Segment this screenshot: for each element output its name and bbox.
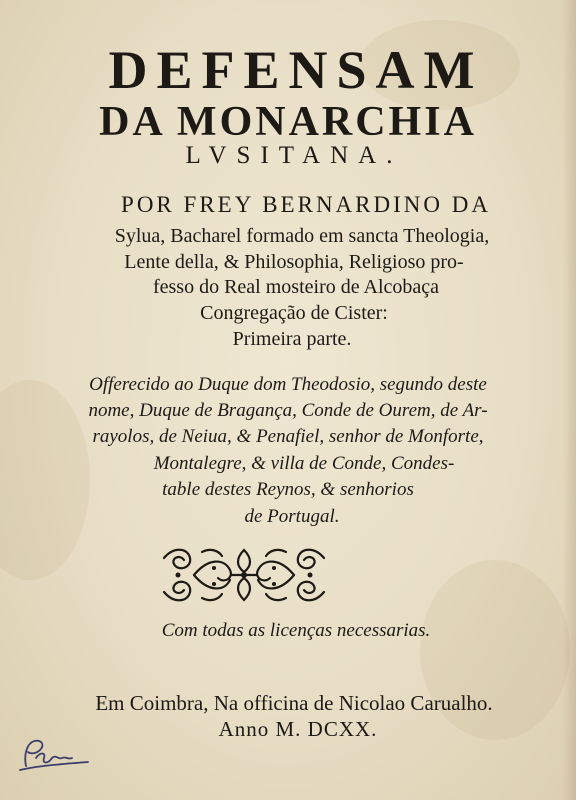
author-detail-line: fesso do Real mosteiro de Alcobaça bbox=[152, 276, 440, 298]
dedication-line: Montalegre, & villa de Conde, Condes- bbox=[153, 453, 455, 474]
dedication-line: Offerecido ao Duque dom Theodosio, segundo deste bbox=[89, 374, 487, 395]
dedication-line: nome, Duque de Bragança, Conde de Ourem, de Ar- bbox=[88, 400, 488, 421]
author-detail-line: Sylua, Bacharel formado em sancta Theologia, bbox=[114, 225, 490, 247]
author-detail-line: Lente della, & Philosophia, Religioso pro- bbox=[124, 251, 464, 273]
handwritten-signature bbox=[14, 736, 94, 776]
printer-ornament-icon bbox=[158, 544, 330, 606]
imprint-place-printer: Em Coimbra, Na officina de Nicolao Carualho. bbox=[95, 691, 493, 715]
author-detail-line: Congregação de Cister: bbox=[200, 302, 388, 324]
part-label: Primeira parte. bbox=[232, 328, 352, 350]
dedication-line: rayolos, de Neiua, & Penafiel, senhor de Monforte, bbox=[92, 426, 484, 447]
title-line-1: DEFENSAM bbox=[108, 40, 484, 100]
title-line-2: DA MONARCHIA bbox=[99, 99, 477, 145]
title-line-3: LVSITANA. bbox=[185, 142, 403, 169]
dedication-line: de Portugal. bbox=[244, 506, 340, 527]
author-line: POR FREY BERNARDINO DA bbox=[121, 192, 491, 217]
imprint-year: Anno M. DCXX. bbox=[218, 717, 378, 741]
dedication-line: table destes Reynos, & senhorios bbox=[162, 479, 414, 500]
license-statement: Com todas as licenças necessarias. bbox=[161, 620, 431, 641]
